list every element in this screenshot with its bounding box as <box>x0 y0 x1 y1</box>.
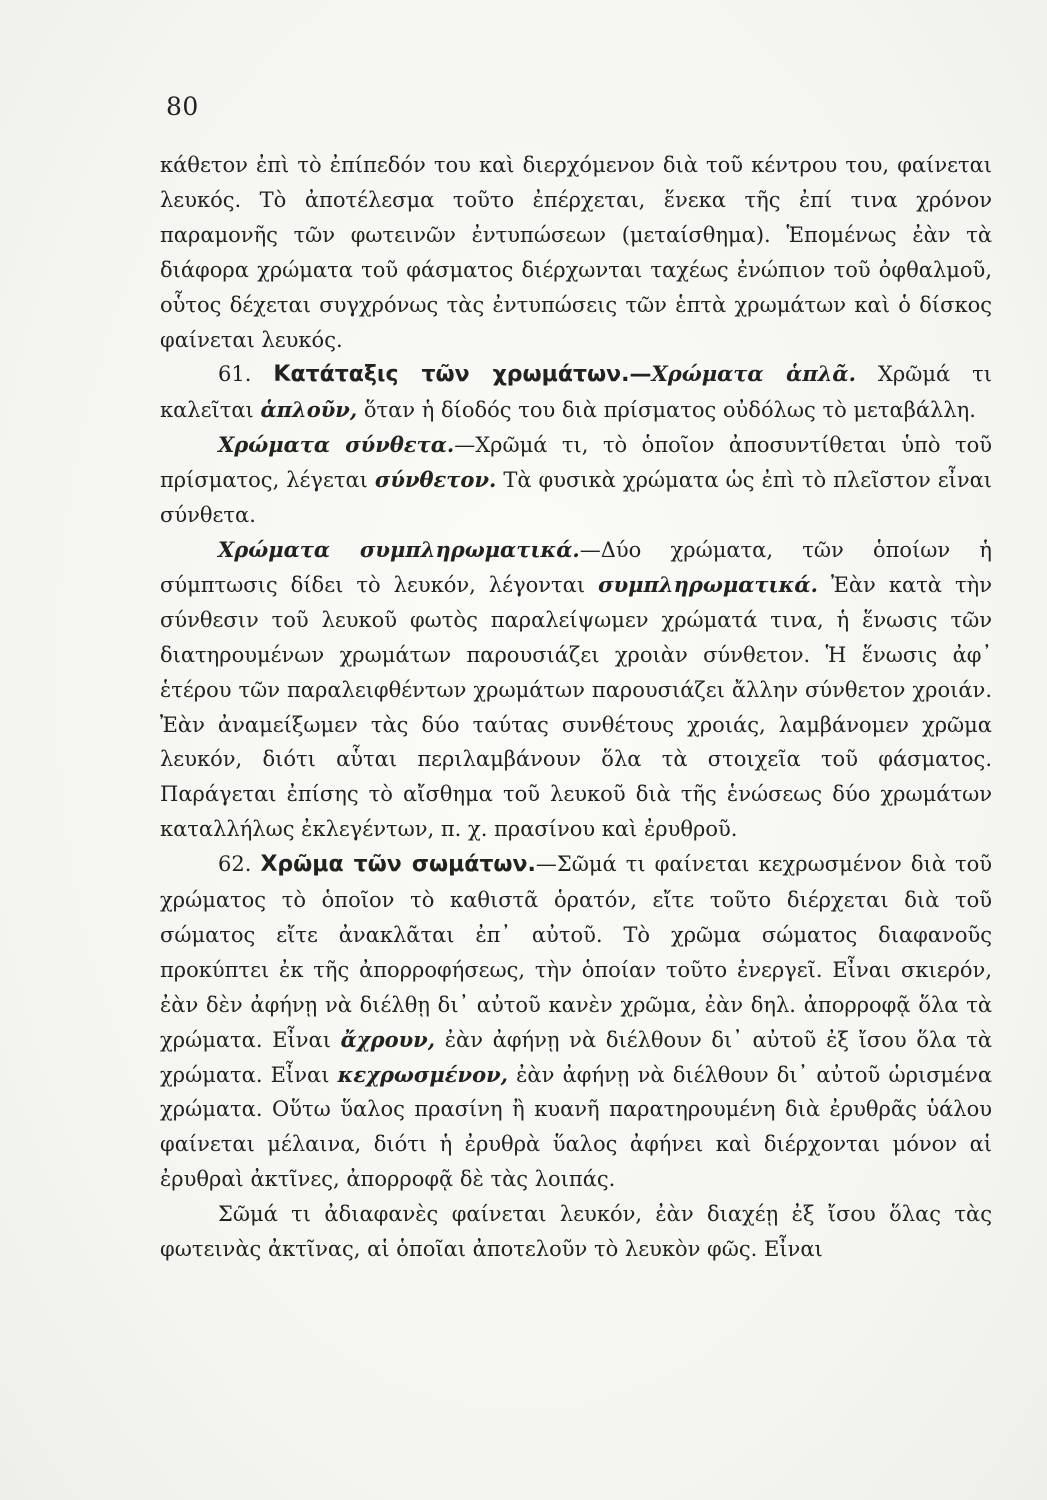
paragraph-section-61 <box>160 357 992 428</box>
section-heading-62: Χρῶμα τῶν σωμάτων. <box>260 852 536 878</box>
paragraph-complementary-colors <box>160 533 992 847</box>
body-text <box>160 148 992 1267</box>
text-fragment: —Σῶμά τι φαίνεται κεχρωσμένον διὰ τοῦ χρώματος τὸ ὁποῖον τὸ καθιστᾶ ὁρατόν, εἴτε τοῦτο διέρχεται διὰ τοῦ σώματος εἴτε ἀνακλᾶται ἐπ᾽ αὐτοῦ. Τὸ χρῶμα σώματος διαφανοῦς προκύπτει ἐκ τῆς ἀπορροφήσεως, τὴν ὁποίαν τοῦτο ἐνεργεῖ. Εἶναι σκιερόν, ἐὰν δὲν ἀφήνῃ νὰ διέλθῃ δι᾽ αὐτοῦ κανὲν χρῶμα, ἐὰν δηλ. ἀπορροφᾷ ὅλα τὰ χρώματα. Εἶναι <box>160 852 992 1052</box>
term-compound: σύνθετον. <box>374 467 497 493</box>
text-fragment: Τὰ φυσικὰ χρώματα ὡς ἐπὶ τὸ πλεῖστον εἶναι σύνθετα. <box>160 468 993 528</box>
section-number-62: 62. <box>218 852 252 877</box>
text-fragment: —Δύο χρώματα, τῶν ὁποίων ἡ σύμπτωσις δίδει τὸ λευκόν, λέγονται <box>160 537 992 597</box>
section-heading-61: Κατάταξις τῶν χρωμάτων.— <box>273 362 652 388</box>
subheading-compound-colors: Χρώματα σύνθετα. <box>218 432 455 458</box>
text-fragment: Χρῶμά τι καλεῖται <box>160 362 992 423</box>
term-colorless: ἄχρουν, <box>340 1026 436 1052</box>
subheading-simple-colors: Χρώματα ἁπλᾶ. <box>651 361 856 387</box>
paragraph-compound-colors <box>160 428 992 533</box>
section-number-61: 61. <box>218 362 252 387</box>
text-fragment: Ἐὰν κατὰ τὴν σύνθεσιν τοῦ λευκοῦ φωτὸς παραλείψωμεν χρώματά τινα, ἡ ἕνωσις τῶν διατηρουμένων χρωμάτων παρουσιάζει χροιὰν σύνθετον. Ἡ ἕνωσις ἀφ᾽ ἑτέρου τῶν παραλειφθέντων χρωμάτων παρουσιάζει ἄλλην σύνθετον χροιάν. Ἐὰν ἀναμείξωμεν τὰς δύο ταύτας συνθέτους χροιάς, λαμβάνομεν χρῶμα λευκόν, διότι αὗται περιλαμβάνουν ὅλα τὰ στοιχεῖα τοῦ φάσματος. Παράγεται ἐπίσης τὸ αἴσθημα τοῦ λευκοῦ διὰ τῆς ἑνώσεως δύο χρωμάτων καταλλήλως ἐκλεγέντων, π. χ. πρασίνου καὶ ἐρυθροῦ. <box>160 572 992 842</box>
page-number: 80 <box>166 92 199 121</box>
text-fragment: ἐὰν ἀφήνῃ νὰ διέλθουν δι᾽ αὐτοῦ ὡρισμένα χρώματα. Οὕτω ὕαλος πρασίνη ἢ κυανῆ παρατηρουμένη διὰ ἐρυθρᾶς ὑάλου φαίνεται μέλαινα, διότι ἡ ἐρυθρὰ ὕαλος ἀφήνει καὶ διέρχονται μόνον αἱ ἐρυθραὶ ἀκτῖνες, ἀπορροφᾷ δὲ τὰς λοιπάς. <box>160 1062 992 1192</box>
term-complementary: συμπληρωματικά. <box>598 571 818 597</box>
text-fragment: ὅταν ἡ δίοδός του διὰ πρίσματος οὐδόλως τὸ μεταβάλλη. <box>357 398 976 423</box>
term-colored: κεχρωσμένον, <box>337 1061 508 1087</box>
text-fragment: ἐὰν ἀφήνῃ νὰ διέλθουν δι᾽ αὐτοῦ ἐξ ἴσου ὅλα τὰ χρώματα. Εἶναι <box>160 1027 992 1087</box>
paragraph-section-62 <box>160 847 992 1197</box>
paragraph-opaque-bodies: Σῶμά τι ἀδιαφανὲς φαίνεται λευκόν, ἐὰν διαχέῃ ἐξ ἴσου ὅλας τὰς φωτεινὰς ἀκτῖνας, αἱ ὁποῖαι ἀποτελοῦν τὸ λευκὸν φῶς. Εἶναι <box>160 1202 992 1262</box>
subheading-complementary-colors: Χρώματα συμπληρωματικά. <box>218 536 580 562</box>
paragraph-1: κάθετον ἐπὶ τὸ ἐπίπεδόν του καὶ διερχόμενον διὰ τοῦ κέντρου του, φαίνεται λευκός. Τὸ ἀποτέλεσμα τοῦτο ἐπέρχεται, ἕνεκα τῆς ἐπί τινα χρόνον παραμονῆς τῶν φωτεινῶν ἐντυπώσεων (μεταίσθημα). Ἑπομένως ἐὰν τὰ διάφορα χρώματα τοῦ φάσματος διέρχωνται ταχέως ἐνώπιον τοῦ ὀφθαλμοῦ, οὗτος δέχεται συγχρόνως τὰς ἐντυπώσεις τῶν ἑπτὰ χρωμάτων καὶ ὁ δίσκος φαίνεται λευκός. <box>160 153 992 352</box>
text-fragment: —Χρῶμά τι, τὸ ὁποῖον ἀποσυντίθεται ὑπὸ τοῦ πρίσματος, λέγεται <box>160 433 992 493</box>
term-simple: ἁπλοῦν, <box>260 397 358 423</box>
